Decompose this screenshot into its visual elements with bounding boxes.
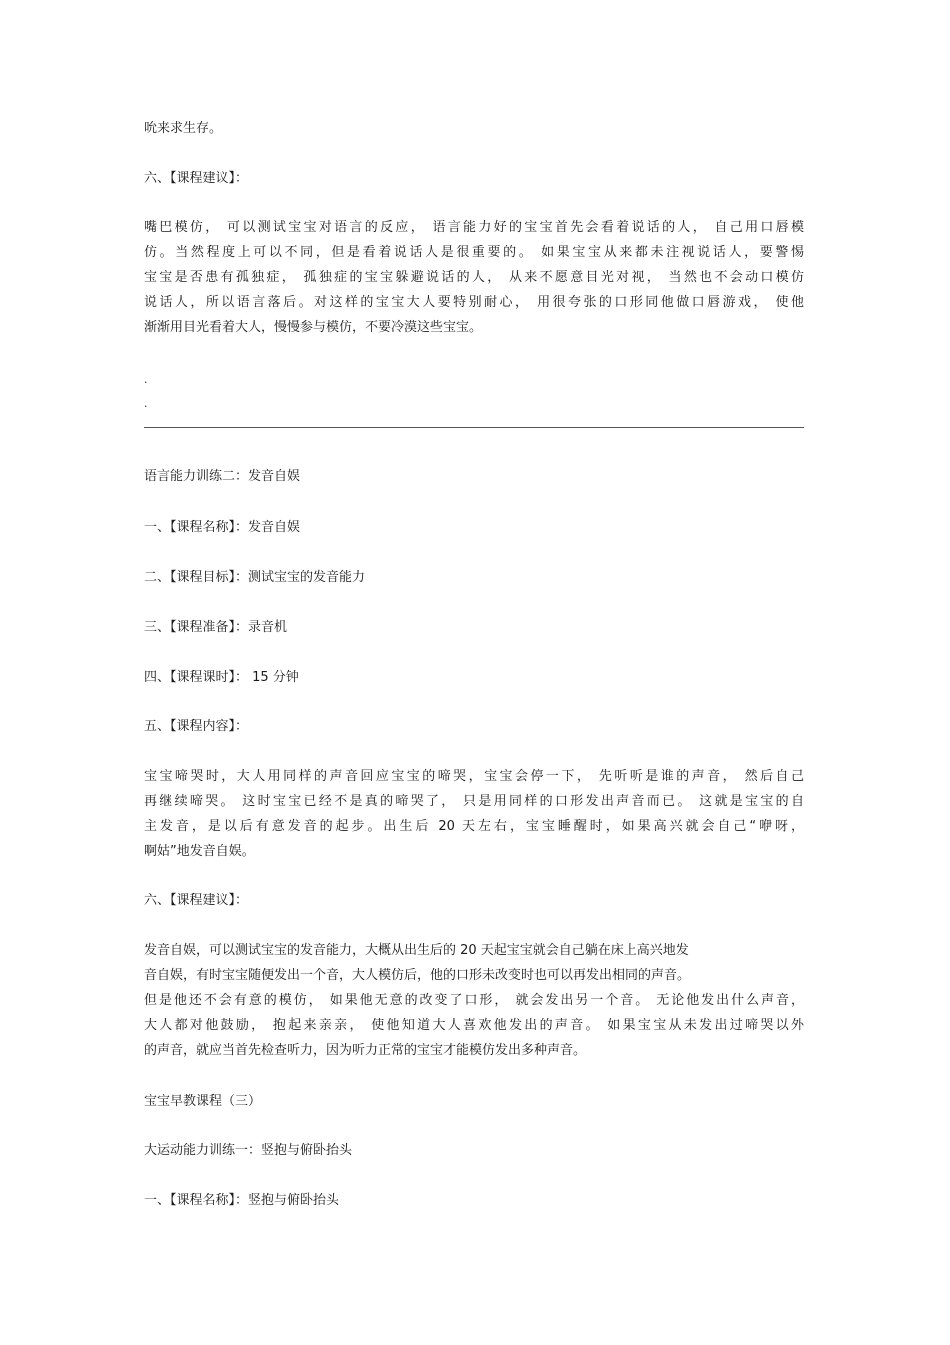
suggestion-paragraph [144, 941, 804, 1066]
course-item: 四、【课程课时】： 15 分钟 [144, 670, 299, 685]
content-paragraph [144, 767, 804, 867]
course-item: 五、【课程内容】： [144, 719, 249, 734]
paragraph-line: 大人都对他鼓励， 抱起来亲亲， 使他知道大人喜欢他发出的声音。 如果宝宝从未发出过啼哭以外 [144, 1018, 804, 1033]
page-divider [144, 427, 804, 428]
section-heading-suggestion: 六、【课程建议】： [144, 893, 249, 908]
course-item: 三、【课程准备】：录音机 [144, 620, 288, 635]
page-dot: . [144, 397, 148, 410]
course-item: 一、【课程名称】：竖抱与俯卧抬头 [144, 1193, 340, 1208]
paragraph-line: 宝宝啼哭时，大人用同样的声音回应宝宝的啼哭，宝宝会停一下， 先听听是谁的声音， 然后自己 [144, 769, 804, 784]
paragraph-line: 说话人，所以语言落后。对这样的宝宝大人要特别耐心， 用很夸张的口形同他做口唇游戏， 使他 [144, 295, 804, 310]
section-heading-suggestion: 六、【课程建议】： [144, 171, 249, 186]
paragraph-line: 仿。当然程度上可以不同，但是看着说话人是很重要的。 如果宝宝从来都未注视说话人，要警惕 [144, 245, 804, 260]
course-item: 二、【课程目标】：测试宝宝的发音能力 [144, 570, 366, 585]
paragraph-line: 发音自娱，可以测试宝宝的发音能力，大概从出生后的 20 天起宝宝就会自己躺在床上高兴地发 [144, 943, 689, 958]
page-dot: . [144, 373, 148, 386]
paragraph-line: 音自娱，有时宝宝随便发出一个音，大人模仿后，他的口形未改变时也可以再发出相同的声音。 [144, 968, 691, 983]
suggestion-paragraph [144, 218, 804, 343]
section-title: 大运动能力训练一：竖抱与俯卧抬头 [144, 1143, 353, 1158]
paragraph-line: 但是他还不会有意的模仿， 如果他无意的改变了口形， 就会发出另一个音。 无论他发出什么声音， [144, 993, 804, 1008]
course-series-title: 宝宝早教课程（三） [144, 1094, 262, 1109]
course-item: 一、【课程名称】：发音自娱 [144, 520, 301, 535]
paragraph-line: 啊姑”地发音自娱。 [144, 844, 255, 859]
paragraph-line: 嘴巴模仿， 可以测试宝宝对语言的反应， 语言能力好的宝宝首先会看着说话的人， 自己用口唇模 [144, 220, 804, 235]
paragraph-line: 渐渐用目光看着大人，慢慢参与模仿，不要冷漠这些宝宝。 [144, 320, 483, 335]
paragraph-line: 主发音，是以后有意发音的起步。出生后 20 天左右，宝宝睡醒时，如果高兴就会自己“咿呀， [144, 819, 804, 834]
paragraph-line: 的声音，就应当首先检查听力，因为听力正常的宝宝才能模仿发出多种声音。 [144, 1043, 587, 1058]
text-fragment: 吮来求生存。 [144, 121, 223, 136]
paragraph-line: 宝宝是否患有孤独症， 孤独症的宝宝躲避说话的人， 从来不愿意目光对视， 当然也不会动口模仿 [144, 270, 804, 285]
paragraph-line: 再继续啼哭。 这时宝宝已经不是真的啼哭了， 只是用同样的口形发出声音而已。 这就是宝宝的自 [144, 794, 804, 809]
section-title: 语言能力训练二：发音自娱 [144, 469, 301, 484]
